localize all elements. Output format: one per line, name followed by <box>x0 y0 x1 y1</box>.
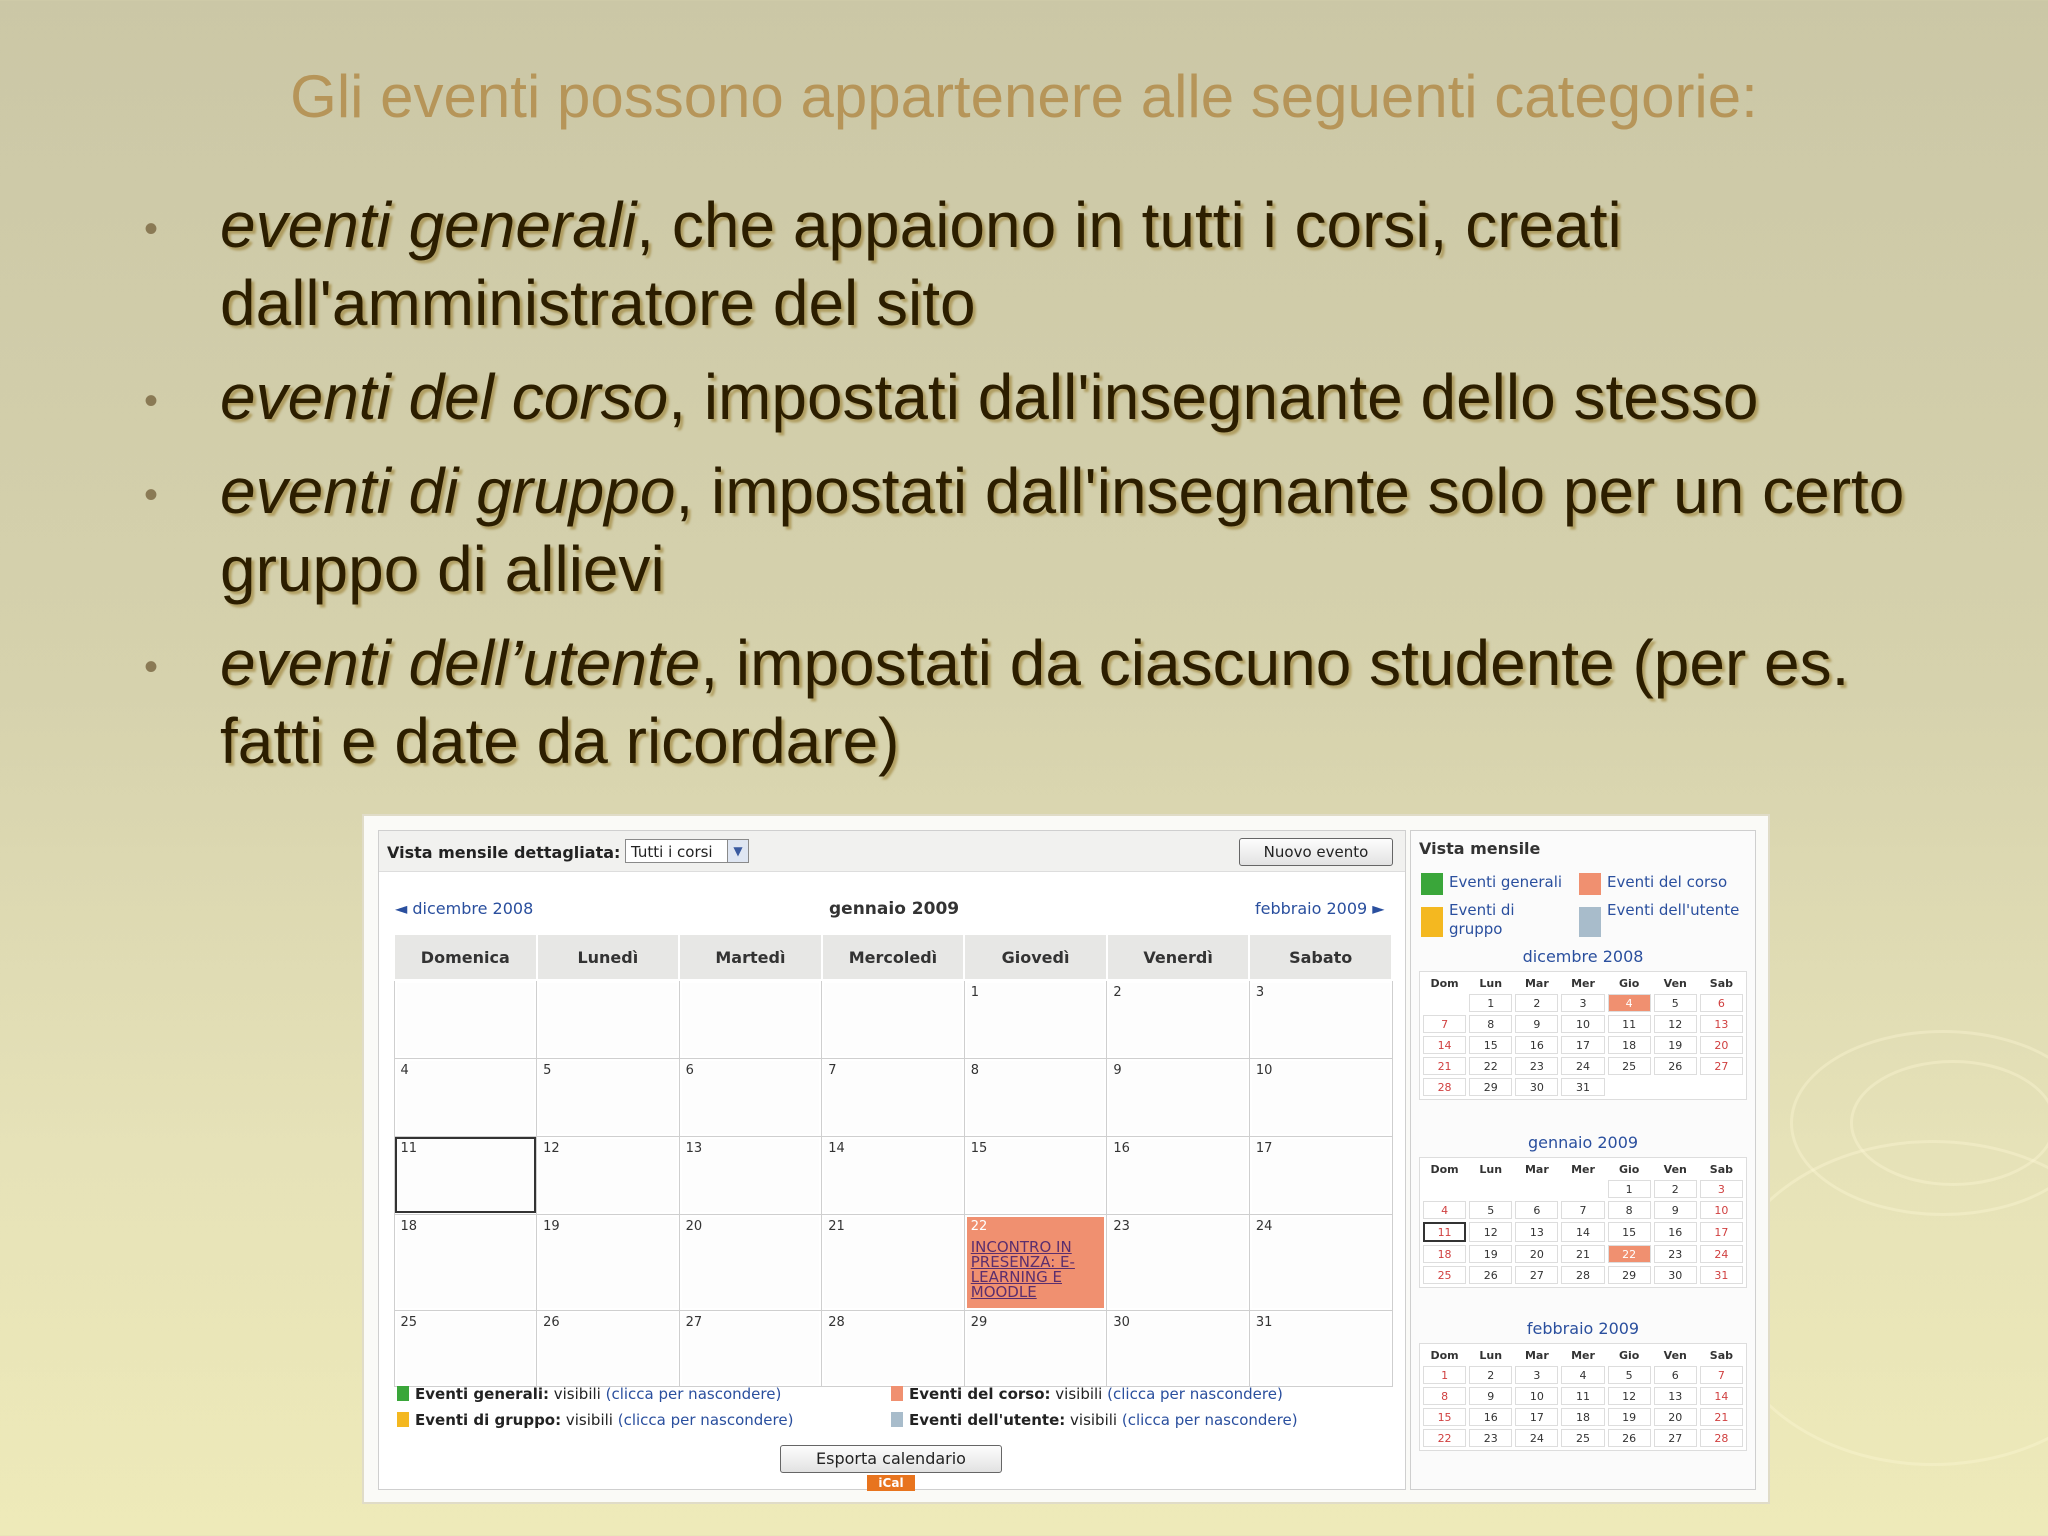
slide-title: Gli eventi possono appartenere alle seguenti categorie: <box>290 63 1758 130</box>
day-cell[interactable] <box>964 1310 1107 1386</box>
day-cell[interactable] <box>1249 1214 1392 1310</box>
mini-day-cell[interactable]: 27 <box>1700 1057 1743 1075</box>
mini-day-cell[interactable]: 25 <box>1608 1057 1651 1075</box>
course-select-value: Tutti i corsi <box>631 843 713 861</box>
day-number: 16 <box>1113 1140 1130 1156</box>
bullet-emphasis: eventi generali <box>220 189 637 261</box>
day-number: 5 <box>543 1062 552 1078</box>
mini-day-cell[interactable]: 20 <box>1515 1245 1558 1263</box>
eye-icon <box>1579 873 1601 895</box>
day-cell[interactable] <box>537 1214 680 1310</box>
day-number: 27 <box>685 1314 703 1330</box>
day-cell[interactable] <box>1107 1136 1250 1214</box>
mini-day-cell[interactable]: 8 <box>1608 1201 1651 1219</box>
mini-day-cell[interactable]: 31 <box>1700 1266 1743 1284</box>
mini-day-cell <box>1423 1180 1466 1198</box>
mini-day-cell[interactable]: 22 <box>1423 1429 1466 1447</box>
mini-day-cell[interactable]: 17 <box>1561 1036 1604 1054</box>
mini-day-cell[interactable]: 2 <box>1515 994 1558 1012</box>
mini-day-cell[interactable]: 18 <box>1561 1408 1604 1426</box>
day-cell[interactable] <box>394 1058 537 1136</box>
mini-day-cell[interactable]: 3 <box>1700 1180 1743 1198</box>
mini-day-cell[interactable]: 14 <box>1423 1036 1466 1054</box>
calendar-toolbar <box>379 831 1405 872</box>
mini-day-cell[interactable]: 10 <box>1515 1387 1558 1405</box>
mini-day-cell[interactable]: 14 <box>1561 1222 1604 1242</box>
mini-month-title[interactable]: dicembre 2008 <box>1522 947 1644 966</box>
mini-day-cell[interactable]: 4 <box>1608 994 1651 1012</box>
legend-label: Eventi del corso: <box>909 1385 1051 1403</box>
day-cell[interactable] <box>394 1310 537 1386</box>
legend-swatch <box>397 1412 409 1427</box>
event-link[interactable]: INCONTRO IN PRESENZA: E-LEARNING E MOODLE <box>970 1237 1075 1301</box>
day-cell[interactable] <box>394 1136 537 1214</box>
bullet-dot-icon: • <box>144 645 159 689</box>
view-label: Vista mensile dettagliata: <box>387 843 621 862</box>
mini-day-cell[interactable]: 24 <box>1561 1057 1604 1075</box>
mini-day-cell <box>1608 1078 1651 1096</box>
mini-day-cell[interactable]: 25 <box>1561 1429 1604 1447</box>
mini-day-cell[interactable]: 27 <box>1654 1429 1697 1447</box>
mini-day-cell <box>1515 1180 1558 1198</box>
mini-day-cell[interactable]: 15 <box>1608 1222 1651 1242</box>
mini-day-cell[interactable]: 8 <box>1469 1015 1512 1033</box>
mini-day-cell[interactable]: 8 <box>1423 1387 1466 1405</box>
mini-day-cell[interactable]: 4 <box>1423 1201 1466 1219</box>
mini-weekday-header: Gio <box>1618 1348 1640 1362</box>
mini-weekday-header: Lun <box>1479 976 1503 990</box>
week-row <box>394 1310 1392 1386</box>
day-number: 25 <box>400 1314 418 1330</box>
mini-day-cell[interactable]: 28 <box>1423 1078 1466 1096</box>
mini-day-cell[interactable]: 11 <box>1608 1015 1651 1033</box>
mini-calendar <box>1419 1343 1747 1451</box>
mini-day-cell[interactable]: 7 <box>1700 1366 1743 1384</box>
eye-icon <box>1579 907 1601 937</box>
mini-day-cell[interactable]: 21 <box>1700 1408 1743 1426</box>
day-cell[interactable] <box>679 1310 822 1386</box>
day-number: 15 <box>970 1140 988 1156</box>
next-month-link[interactable]: febbraio 2009 ► <box>1255 899 1385 918</box>
day-number: 12 <box>543 1140 560 1156</box>
mini-day-cell[interactable]: 12 <box>1469 1222 1512 1242</box>
mini-weekday-header: Mar <box>1524 1162 1549 1176</box>
day-cell[interactable] <box>1107 1214 1250 1310</box>
weekday-header: Giovedì <box>964 934 1107 980</box>
legend-group <box>397 1411 793 1429</box>
mini-day-cell[interactable]: 13 <box>1654 1387 1697 1405</box>
day-cell[interactable] <box>822 1214 965 1310</box>
day-cell[interactable] <box>1249 1058 1392 1136</box>
prev-month-link[interactable]: ◄ dicembre 2008 <box>395 899 534 918</box>
week-row <box>394 1214 1392 1310</box>
day-number: 11 <box>400 1140 418 1156</box>
mini-day-cell[interactable]: 16 <box>1469 1408 1512 1426</box>
mini-weekday-header: Mer <box>1571 1162 1595 1176</box>
day-number: 17 <box>1255 1140 1273 1156</box>
mini-weekday-header: Gio <box>1618 1162 1640 1176</box>
day-number: 13 <box>685 1140 703 1156</box>
key-label: Eventi generali <box>1449 873 1563 891</box>
mini-day-cell[interactable]: 21 <box>1561 1245 1604 1263</box>
mini-day-cell[interactable]: 7 <box>1561 1201 1604 1219</box>
mini-day-cell[interactable]: 21 <box>1423 1057 1466 1075</box>
day-cell[interactable] <box>679 1136 822 1214</box>
legend-label: Eventi dell'utente: <box>909 1411 1066 1429</box>
mini-day-cell[interactable]: 19 <box>1469 1245 1512 1263</box>
week-row <box>394 1136 1392 1214</box>
day-number: 23 <box>1113 1218 1130 1234</box>
day-number: 9 <box>1113 1062 1122 1078</box>
mini-day-cell[interactable]: 22 <box>1608 1245 1651 1263</box>
day-number: 3 <box>1255 985 1265 1000</box>
ical-badge[interactable]: iCal <box>867 1475 915 1491</box>
mini-day-cell[interactable]: 15 <box>1469 1036 1512 1054</box>
day-cell[interactable] <box>822 1136 965 1214</box>
mini-day-cell[interactable]: 17 <box>1515 1408 1558 1426</box>
mini-day-cell[interactable]: 23 <box>1654 1245 1697 1263</box>
legend-course <box>891 1385 1283 1403</box>
mini-weekday-header: Sab <box>1709 1162 1734 1176</box>
key-label: Eventi del corso <box>1607 873 1728 891</box>
legend-label: Eventi di gruppo: <box>415 1411 562 1429</box>
mini-day-cell[interactable]: 12 <box>1654 1015 1697 1033</box>
mini-weekday-header: Sab <box>1709 976 1734 990</box>
mini-weekday-header: Ven <box>1663 1348 1687 1362</box>
mini-day-cell[interactable]: 1 <box>1608 1180 1651 1198</box>
day-cell[interactable] <box>822 980 965 1058</box>
weekday-header: Venerdì <box>1107 934 1250 980</box>
mini-calendar <box>1419 971 1747 1100</box>
mini-weekday-header: Sab <box>1709 1348 1734 1362</box>
legend-general <box>397 1385 781 1403</box>
mini-day-cell[interactable]: 14 <box>1700 1387 1743 1405</box>
day-cell[interactable] <box>679 980 822 1058</box>
day-cell[interactable] <box>537 1058 680 1136</box>
key-label: Eventi di gruppo <box>1449 901 1515 938</box>
mini-month-title[interactable]: febbraio 2009 <box>1526 1319 1640 1338</box>
mini-day-cell[interactable]: 19 <box>1608 1408 1651 1426</box>
day-cell[interactable] <box>822 1058 965 1136</box>
legend-swatch <box>891 1412 903 1427</box>
day-number: 30 <box>1113 1314 1130 1330</box>
legend-state: visibili <box>1070 1411 1118 1429</box>
legend-toggle-link[interactable]: (clicca per nascondere) <box>617 1411 794 1429</box>
mini-day-cell[interactable]: 12 <box>1608 1387 1651 1405</box>
bullet-emphasis: eventi di gruppo <box>220 455 676 527</box>
mini-day-cell[interactable]: 16 <box>1515 1036 1558 1054</box>
bullet-text: , che appaiono in tutti i corsi, creati dall'amministratore del sito <box>220 189 1622 339</box>
mini-day-cell[interactable]: 30 <box>1515 1078 1558 1096</box>
weekday-header: Mercoledì <box>822 934 965 980</box>
mini-day-cell[interactable]: 13 <box>1515 1222 1558 1242</box>
mini-day-cell[interactable]: 11 <box>1561 1387 1604 1405</box>
legend-swatch <box>891 1386 903 1401</box>
mini-weekday-header: Gio <box>1618 976 1640 990</box>
day-cell[interactable] <box>1249 980 1392 1058</box>
mini-weekday-header: Mar <box>1524 976 1549 990</box>
day-cell[interactable] <box>964 1214 1107 1310</box>
mini-weekday-header: Mar <box>1524 1348 1549 1362</box>
weekday-header: Lunedì <box>537 934 680 980</box>
mini-day-cell[interactable]: 18 <box>1608 1036 1651 1054</box>
mini-day-cell[interactable]: 26 <box>1469 1266 1512 1284</box>
bullet-text: , impostati da ciascuno studente (per es. fatti e date da ricordare) <box>220 627 1850 777</box>
mini-day-cell[interactable]: 6 <box>1700 994 1743 1012</box>
mini-day-cell[interactable]: 26 <box>1608 1429 1651 1447</box>
day-cell[interactable] <box>964 1136 1107 1214</box>
key-general[interactable] <box>1421 873 1571 892</box>
legend-toggle-link[interactable]: (clicca per nascondere) <box>605 1385 782 1403</box>
mini-day-cell[interactable]: 5 <box>1654 994 1697 1012</box>
mini-weekday-header: Ven <box>1663 1162 1687 1176</box>
day-cell[interactable] <box>679 1214 822 1310</box>
mini-day-cell[interactable]: 6 <box>1654 1366 1697 1384</box>
day-number: 8 <box>970 1062 980 1078</box>
mini-day-cell[interactable]: 11 <box>1423 1222 1466 1242</box>
mini-day-cell <box>1561 1180 1604 1198</box>
mini-day-cell[interactable]: 3 <box>1561 994 1604 1012</box>
day-number: 2 <box>1113 985 1122 1000</box>
mini-day-cell[interactable]: 9 <box>1654 1201 1697 1219</box>
new-event-button[interactable]: Nuovo evento <box>1239 838 1393 866</box>
mini-day-cell[interactable]: 9 <box>1469 1387 1512 1405</box>
bullet-item <box>140 452 1920 608</box>
mini-day-cell <box>1700 1078 1743 1096</box>
mini-day-cell[interactable]: 10 <box>1700 1201 1743 1219</box>
day-cell[interactable] <box>964 1058 1107 1136</box>
mini-day-cell[interactable]: 9 <box>1515 1015 1558 1033</box>
day-cell[interactable] <box>1249 1310 1392 1386</box>
bullet-list <box>140 186 1920 796</box>
mini-day-cell[interactable]: 30 <box>1654 1266 1697 1284</box>
mini-weekday-header: Mer <box>1571 1348 1595 1362</box>
mini-day-cell[interactable]: 17 <box>1700 1222 1743 1242</box>
mini-weekday-header: Dom <box>1430 976 1459 990</box>
day-cell[interactable] <box>537 1310 680 1386</box>
legend-state: visibili <box>1055 1385 1103 1403</box>
weekday-header: Sabato <box>1249 934 1392 980</box>
month-grid <box>393 933 1393 1387</box>
mini-weekday-header: Dom <box>1430 1162 1459 1176</box>
mini-weekday-header: Mer <box>1571 976 1595 990</box>
eye-icon <box>1421 873 1443 895</box>
legend-user <box>891 1411 1298 1429</box>
day-number: 29 <box>970 1314 988 1330</box>
key-label: Eventi dell'utente <box>1607 901 1740 919</box>
weekday-header: Martedì <box>679 934 822 980</box>
bullet-dot-icon: • <box>144 379 159 423</box>
mini-month-title[interactable]: gennaio 2009 <box>1527 1133 1639 1152</box>
day-number: 24 <box>1255 1218 1273 1234</box>
mini-day-cell[interactable]: 28 <box>1700 1429 1743 1447</box>
mini-day-cell[interactable]: 24 <box>1515 1429 1558 1447</box>
mini-day-cell[interactable]: 5 <box>1608 1366 1651 1384</box>
bullet-item <box>140 624 1920 780</box>
key-user[interactable] <box>1579 901 1749 920</box>
legend-state: visibili <box>553 1385 601 1403</box>
bullet-dot-icon: • <box>144 207 159 251</box>
legend-state: visibili <box>565 1411 613 1429</box>
weekday-header: Domenica <box>394 934 537 980</box>
day-number: 6 <box>685 1062 694 1078</box>
day-cell[interactable] <box>1107 1310 1250 1386</box>
mini-day-cell[interactable]: 29 <box>1469 1078 1512 1096</box>
day-number: 19 <box>543 1218 560 1234</box>
day-number: 28 <box>828 1314 845 1330</box>
bullet-text: , impostati dall'insegnante dello stesso <box>668 361 1759 433</box>
day-cell[interactable] <box>822 1310 965 1386</box>
day-cell[interactable] <box>537 1136 680 1214</box>
day-number: 14 <box>828 1140 845 1156</box>
mini-day-cell[interactable]: 1 <box>1423 1366 1466 1384</box>
mini-day-cell[interactable]: 4 <box>1561 1366 1604 1384</box>
month-sidebar <box>1410 830 1756 1490</box>
week-row <box>394 980 1392 1058</box>
legend-swatch <box>397 1386 409 1401</box>
week-row <box>394 1058 1392 1136</box>
calendar-main-panel <box>378 830 1406 1490</box>
mini-day-cell[interactable]: 10 <box>1561 1015 1604 1033</box>
mini-day-cell[interactable]: 13 <box>1700 1015 1743 1033</box>
sidebar-title: Vista mensile <box>1419 839 1541 858</box>
key-course[interactable] <box>1579 873 1749 892</box>
day-number: 4 <box>400 1062 409 1078</box>
mini-day-cell[interactable]: 18 <box>1423 1245 1466 1263</box>
day-cell[interactable] <box>537 980 680 1058</box>
mini-day-cell[interactable]: 20 <box>1654 1408 1697 1426</box>
bullet-item <box>140 186 1920 342</box>
mini-day-cell[interactable]: 20 <box>1700 1036 1743 1054</box>
mini-day-cell[interactable]: 24 <box>1700 1245 1743 1263</box>
day-number: 7 <box>828 1062 837 1078</box>
day-number: 20 <box>685 1218 703 1234</box>
day-number: 21 <box>828 1218 845 1234</box>
mini-day-cell[interactable]: 1 <box>1469 994 1512 1012</box>
legend-label: Eventi generali: <box>415 1385 549 1403</box>
mini-day-cell[interactable]: 23 <box>1515 1057 1558 1075</box>
mini-day-cell[interactable]: 5 <box>1469 1201 1512 1219</box>
day-cell[interactable] <box>1107 1058 1250 1136</box>
bullet-item <box>140 358 1920 436</box>
bullet-dot-icon: • <box>144 473 159 517</box>
day-number: 31 <box>1255 1314 1273 1330</box>
mini-day-cell[interactable]: 16 <box>1654 1222 1697 1242</box>
bullet-emphasis: eventi del corso <box>220 361 669 433</box>
mini-day-cell[interactable]: 28 <box>1561 1266 1604 1284</box>
mini-day-cell[interactable]: 2 <box>1654 1180 1697 1198</box>
mini-day-cell <box>1469 1180 1512 1198</box>
day-cell[interactable] <box>1107 980 1250 1058</box>
mini-day-cell[interactable]: 3 <box>1515 1366 1558 1384</box>
mini-day-cell[interactable]: 2 <box>1469 1366 1512 1384</box>
chevron-down-icon: ▼ <box>727 840 748 862</box>
mini-day-cell <box>1654 1078 1697 1096</box>
bullet-text: , impostati dall'insegnante solo per un certo gruppo di allievi <box>220 455 1905 605</box>
calendar-screenshot <box>362 814 1770 1504</box>
mini-weekday-header: Ven <box>1663 976 1687 990</box>
legend-toggle-link[interactable]: (clicca per nascondere) <box>1121 1411 1298 1429</box>
mini-day-cell[interactable]: 27 <box>1515 1266 1558 1284</box>
day-number: 26 <box>543 1314 560 1330</box>
legend-toggle-link[interactable]: (clicca per nascondere) <box>1107 1385 1283 1403</box>
export-calendar-button[interactable]: Esporta calendario <box>780 1445 1002 1473</box>
day-number: 10 <box>1255 1062 1273 1078</box>
mini-day-cell[interactable]: 7 <box>1423 1015 1466 1033</box>
mini-weekday-header: Lun <box>1479 1348 1503 1362</box>
day-cell[interactable] <box>1249 1136 1392 1214</box>
mini-day-cell[interactable]: 26 <box>1654 1057 1697 1075</box>
day-cell[interactable] <box>394 1214 537 1310</box>
mini-weekday-header: Lun <box>1479 1162 1503 1176</box>
day-number: 1 <box>970 985 980 1000</box>
mini-day-cell[interactable]: 19 <box>1654 1036 1697 1054</box>
mini-day-cell[interactable]: 25 <box>1423 1266 1466 1284</box>
day-cell[interactable] <box>394 980 537 1058</box>
mini-day-cell[interactable]: 31 <box>1561 1078 1604 1096</box>
course-select[interactable] <box>625 839 749 863</box>
mini-day-cell[interactable]: 22 <box>1469 1057 1512 1075</box>
bullet-emphasis: eventi dell’utente <box>220 627 701 699</box>
day-cell[interactable] <box>964 980 1107 1058</box>
mini-day-cell <box>1423 994 1466 1012</box>
day-number: 18 <box>400 1218 418 1234</box>
mini-day-cell[interactable]: 23 <box>1469 1429 1512 1447</box>
current-month-title: gennaio 2009 <box>829 899 960 919</box>
day-number: 22 <box>970 1218 988 1234</box>
mini-calendar <box>1419 1157 1747 1288</box>
mini-day-cell[interactable]: 29 <box>1608 1266 1651 1284</box>
key-group[interactable] <box>1421 901 1571 939</box>
mini-weekday-header: Dom <box>1430 1348 1459 1362</box>
mini-day-cell[interactable]: 15 <box>1423 1408 1466 1426</box>
day-cell[interactable] <box>679 1058 822 1136</box>
mini-day-cell[interactable]: 6 <box>1515 1201 1558 1219</box>
eye-icon <box>1421 907 1443 937</box>
